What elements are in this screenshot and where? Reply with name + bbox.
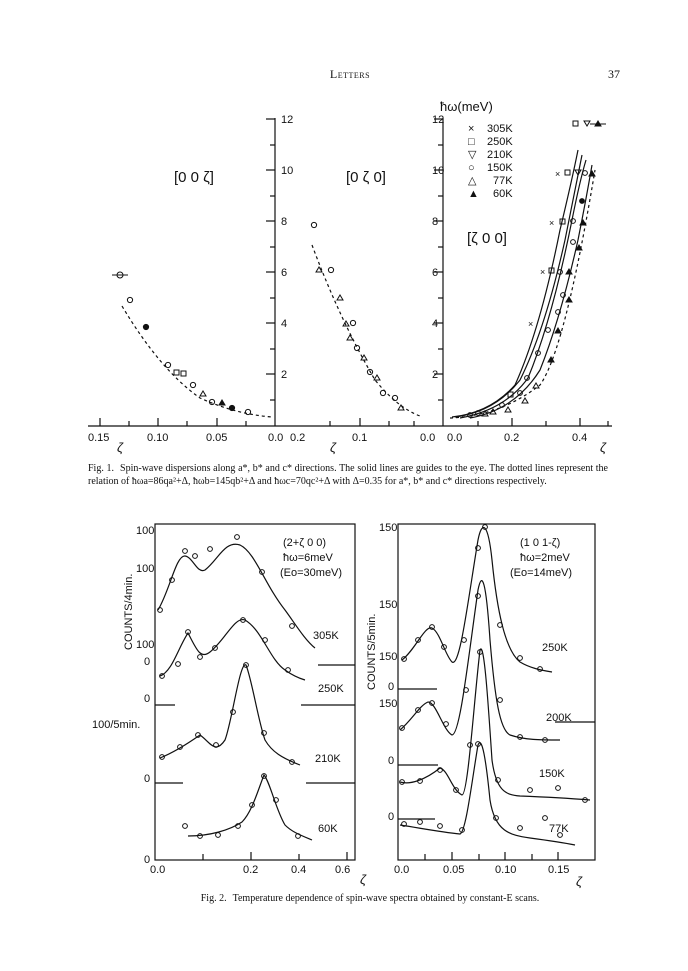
svg-text:×: ×	[540, 267, 546, 277]
fig2-left-ylabel: COUNTS/4min.	[123, 573, 135, 650]
fig2-right-label-250: 250K	[542, 642, 568, 654]
legend-marker-210: ▽	[468, 149, 477, 161]
fig1-ytick-10a: 10	[281, 165, 294, 177]
fig2-left-eo: (Eo=30meV)	[280, 567, 343, 579]
fig2-left-ymark-100a: 100	[136, 525, 155, 537]
fig2-left-points	[158, 535, 301, 839]
fig2-left-xticks	[203, 852, 347, 860]
legend-marker-305: ×	[468, 123, 475, 135]
fig2-right-label-150: 150K	[539, 768, 565, 780]
fig2-right-curve-200	[400, 581, 560, 740]
fig1-xtick-02b: 0.2	[290, 432, 306, 444]
fig2-right-eo: (Eo=14meV)	[510, 567, 573, 579]
fig2-left-xtick-06: 0.6	[335, 864, 351, 876]
legend-label-77: 77K	[493, 175, 513, 187]
fig2-left-title: (2+ζ 0 0)	[283, 537, 327, 549]
fig2-right-label-77: 77K	[549, 823, 569, 835]
legend-marker-250: □	[468, 136, 475, 148]
fig1-caption-label: Fig. 1.	[88, 463, 115, 474]
fig1	[88, 118, 612, 426]
fig1-markers-b	[311, 222, 404, 410]
fig1-xsym-a: ζ	[117, 440, 124, 455]
fig2-left-xtick-02: 0.2	[243, 864, 259, 876]
fig2-right-title: (1 0 1-ζ)	[520, 537, 561, 549]
fig2-right-label-200: 200K	[546, 712, 572, 724]
fig1-xtick-00c: 0.0	[447, 432, 463, 444]
fig2-left-ymark-100c: 100	[136, 639, 155, 651]
fig1-axis1-ticks	[266, 119, 275, 400]
fig1-axis2-ticks	[434, 119, 443, 400]
fig1-ytick-10b: 10	[432, 165, 445, 177]
fig1-caption	[88, 462, 608, 488]
fig1-markers-a	[112, 272, 251, 415]
fig2-right-energy: ħω=2meV	[520, 552, 570, 564]
fig2-right-xsym: ζ	[576, 874, 583, 889]
fig2-left-label-305: 305K	[313, 630, 339, 642]
fig2-caption-label: Fig. 2.	[200, 893, 227, 904]
fig2-left-curve-210	[160, 665, 300, 765]
fig1-xtick-00b: 0.0	[420, 432, 436, 444]
fig2-left-xtick-0: 0.0	[150, 864, 166, 876]
legend-marker-150: ○	[468, 162, 475, 174]
fig1-fit-c	[450, 170, 595, 418]
fig2-left-ymark-0d: 0	[144, 854, 151, 866]
svg-text:×: ×	[528, 319, 534, 329]
fig1-xtick-010: 0.10	[147, 432, 169, 444]
section-title: Letters	[329, 67, 371, 81]
fig1-ytick-4a: 4	[281, 318, 288, 330]
fig2-left-label-250: 250K	[318, 683, 344, 695]
fig2-right-xticks	[425, 852, 558, 860]
fig2-left-curve-250	[160, 620, 305, 680]
fig2-right-xtick-005: 0.05	[443, 864, 465, 876]
fig2-right-ymark-0b: 0	[388, 755, 395, 767]
fig2-right-ymark-150a: 150	[379, 522, 398, 534]
fig1-ytick-8a: 8	[281, 216, 288, 228]
fig1-xtick-04c: 0.4	[572, 432, 588, 444]
fig2-right-ymark-0c: 0	[388, 811, 395, 823]
fig1-ytick-12a: 12	[281, 114, 294, 126]
fig1-xtick-02c: 0.2	[504, 432, 520, 444]
fig1-xticks	[100, 418, 608, 426]
fig1-ytick-2b: 2	[432, 369, 439, 381]
fig2-right-xtick-0: 0.0	[394, 864, 410, 876]
fig2-right-ymark-0a: 0	[388, 681, 395, 693]
fig1-xtick-005: 0.05	[206, 432, 228, 444]
fig2-left-xsym: ζ	[360, 872, 367, 887]
legend-marker-60: ▲	[468, 188, 479, 200]
fig1-ytick-6b: 6	[432, 267, 439, 279]
svg-text:×: ×	[555, 169, 561, 179]
fig1-xsym-c: ζ	[600, 440, 607, 455]
fig2-left-scale-label: 100/5min.	[92, 719, 141, 731]
fig1-legend	[468, 123, 513, 200]
fig1-fit-a	[122, 306, 272, 417]
fig2-right-ylabel: COUNTS/5min.	[366, 613, 378, 690]
fig1-xtick-015: 0.15	[88, 432, 110, 444]
fig2-caption	[150, 892, 590, 905]
fig2-left-energy: ħω=6meV	[283, 552, 333, 564]
legend-label-60: 60K	[493, 188, 513, 200]
legend-label-150: 150K	[487, 162, 513, 174]
svg-text:×: ×	[549, 218, 555, 228]
legend-label-305: 305K	[487, 123, 513, 135]
fig2-right-xtick-010: 0.10	[495, 864, 517, 876]
fig2-right-ymark-150c: 150	[379, 651, 398, 663]
fig2-left-label-210: 210K	[315, 753, 341, 765]
fig2-left-ymark-0a: 0	[144, 656, 151, 668]
fig1-ytick-6a: 6	[281, 267, 288, 279]
fig1-xsym-b: ζ	[330, 440, 337, 455]
legend-marker-77: △	[468, 175, 477, 187]
fig1-caption-text: Spin-wave dispersions along a*, b* and c* directions. The solid lines are guides to the eye. The dotted lines represent the relation of ħωa=86qa²+Δ, ħωb=145qb²+Δ and ħωc=70qc²+Δ with Δ=0.35 for a*, b* and c* directions respectively.	[88, 463, 608, 487]
fig1-xtick-01b: 0.1	[352, 432, 368, 444]
legend-label-210: 210K	[487, 149, 513, 161]
fig1-text	[88, 99, 607, 455]
legend-label-250: 250K	[487, 136, 513, 148]
fig1-ytick-12b: 12	[432, 114, 445, 126]
fig1-xtick-00a: 0.0	[268, 432, 284, 444]
fig1-ytick-2a: 2	[281, 369, 288, 381]
fig2-right-xtick-015: 0.15	[548, 864, 570, 876]
page-number: 37	[608, 67, 620, 81]
fig2-left-curve-60	[188, 775, 312, 840]
fig1-panel-a: [0 0 ζ]	[174, 169, 214, 186]
fig2-left-label-60: 60K	[318, 823, 338, 835]
fig1-panel-c: [ζ 0 0]	[467, 230, 507, 247]
fig2-left-ymark-0c: 0	[144, 773, 151, 785]
fig1-yaxis-unit: ħω(meV)	[440, 99, 493, 114]
fig1-ytick-8b: 8	[432, 216, 439, 228]
fig1-panel-b: [0 ζ 0]	[346, 169, 386, 186]
fig2-caption-text: Temperature dependence of spin-wave spectra obtained by constant-E scans.	[232, 893, 540, 904]
fig2-left-ymark-100b: 100	[136, 563, 155, 575]
fig2-left-ymark-0b: 0	[144, 693, 151, 705]
fig1-guide-60	[470, 165, 592, 418]
fig2-left-xtick-04: 0.4	[291, 864, 307, 876]
fig2-right-ymark-150d: 150	[379, 698, 398, 710]
fig2-right-ymark-150b: 150	[379, 599, 398, 611]
fig1-ytick-4b: 4	[432, 318, 439, 330]
fig2-left-text	[92, 525, 367, 887]
